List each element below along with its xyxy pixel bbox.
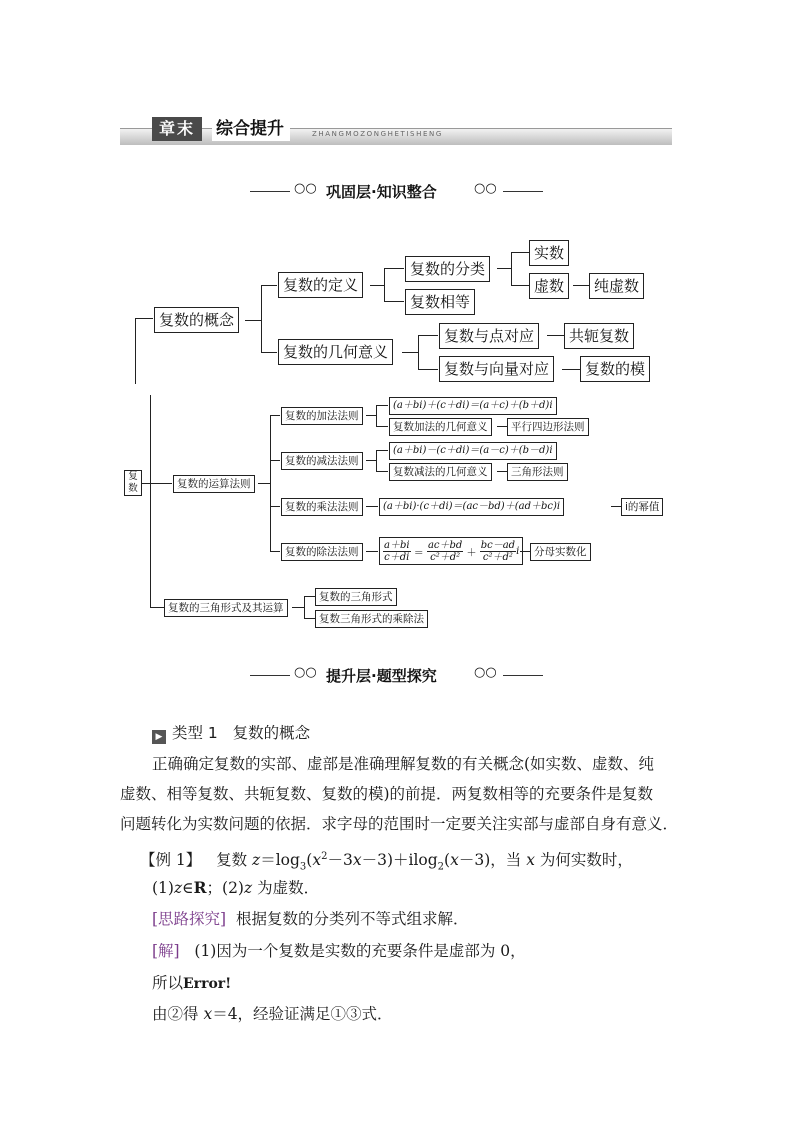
mm2-rat-connector (520, 551, 530, 552)
mm1-imaginary: 虚数 (529, 273, 569, 299)
mm1-mod-connector (562, 369, 580, 370)
ex-sup2: 2 (321, 851, 328, 862)
chapter-end-label: 章末 (152, 117, 202, 141)
mm2-root (124, 470, 142, 496)
q1: (1) (152, 879, 174, 897)
ex-x3: x (450, 851, 459, 870)
div-t1-num: ac＋bd (427, 540, 463, 551)
ex-t3: ( (306, 851, 313, 870)
div-lhs-num: a＋bi (384, 540, 410, 551)
from-t1: 由②得 (152, 1005, 204, 1023)
ex-sub3: 3 (299, 861, 307, 873)
q2-z: z (243, 879, 253, 897)
div-t2-den: c²＋d² (482, 552, 513, 563)
mm1-root: 复数的概念 (154, 307, 239, 333)
q1-c: ；(2) (206, 879, 244, 897)
banner1-right-ornament: ○○ (474, 181, 497, 196)
mm2-ops-connector (150, 483, 172, 484)
ex-z: z (252, 851, 261, 870)
ex-x2: x (352, 851, 362, 870)
hint-label: [思路探究] (152, 910, 227, 928)
mm2-sub-geo: 复数减法的几何意义 (389, 463, 492, 481)
paragraph-line-1: 正确确定复数的实部、虚部是准确理解复数的有关概念(如实数、虚数、纯 (152, 755, 655, 773)
mm2-add-geo: 复数加法的几何意义 (389, 418, 492, 436)
mm1-root-connector (245, 320, 261, 321)
mm2-parallelogram: 平行四边形法则 (507, 418, 589, 436)
banner2-left-line (250, 675, 290, 676)
play-triangle-icon: ▶ (152, 730, 166, 744)
header-pinyin: ZHANGMOZONGHETISHENG (312, 130, 443, 138)
mm1-left-bracket (135, 318, 136, 384)
solution-label: [解] (152, 942, 180, 960)
mm2-tf-connector (304, 596, 315, 597)
mm1-class-spine (511, 252, 512, 285)
mm2-add-connector (270, 415, 280, 416)
mm2-div-formula (379, 537, 523, 565)
ex-t7: －3)，当 (458, 851, 527, 870)
mm2-sub-spine (376, 450, 377, 471)
div-t1 (427, 540, 463, 563)
mm1-point: 复数与点对应 (439, 323, 539, 349)
mm2-trig-form: 复数的三角形式 (315, 588, 397, 606)
mm2-mul-formula: (a＋bi)·(c＋di)＝(ac－bd)＋(ad＋bc)i (379, 498, 564, 516)
mm2-root-connector (142, 483, 150, 484)
ex-t5: －3)＋ilog (361, 851, 438, 870)
solution-line (152, 937, 526, 966)
mm1-branch-spine (261, 285, 262, 352)
q1-in: ∈ (182, 879, 194, 897)
mm1-def-connector (261, 285, 277, 286)
mm2-div: 复数的除法法则 (281, 543, 363, 561)
mm2-sub-formula: (a＋bi)－(c＋di)＝(a－c)＋(b－d)i (389, 442, 557, 460)
mm2-div-connector (270, 551, 280, 552)
mm2-mul-connector (270, 506, 280, 507)
mm2-ops-out (258, 483, 270, 484)
banner1-title: 巩固层·知识整合 (326, 183, 437, 201)
banner2-right-line (503, 675, 543, 676)
mm2-add-g-connector (376, 426, 388, 427)
mm2-rationalize: 分母实数化 (530, 543, 591, 561)
banner1-right-line (503, 191, 543, 192)
mm2-triangle: 三角形法则 (507, 463, 568, 481)
ex-t6: ( (444, 851, 451, 870)
mm2-add-out (366, 415, 376, 416)
div-lhs-den: c＋di (384, 552, 410, 563)
div-eq: ＝ (413, 548, 424, 559)
div-lhs (383, 540, 411, 563)
mm1-pure-connector (573, 285, 589, 286)
mm2-trig-connector (150, 607, 164, 608)
mm1-definition: 复数的定义 (278, 272, 363, 298)
mm2-operations: 复数的运算法则 (173, 475, 255, 493)
mm2-mul-out (366, 506, 378, 507)
mm2-trig-muldiv: 复数三角形式的乘除法 (315, 610, 428, 628)
mm2-tri-connector (497, 471, 507, 472)
mm1-eq-connector (384, 301, 404, 302)
example-label: 【例 1】 (140, 851, 202, 870)
mm1-imag-connector (511, 285, 529, 286)
mm2-sub-f-connector (376, 450, 388, 451)
mm1-def-out (370, 285, 384, 286)
mm2-trig-out (292, 607, 304, 608)
chapter-summary-title: 综合提升 (212, 117, 290, 141)
from-x: x (203, 1005, 213, 1023)
so-line (152, 969, 231, 999)
mm2-tm-connector (304, 618, 315, 619)
q1-z: z (173, 879, 183, 897)
mm1-geo-out (402, 352, 418, 353)
mm2-div-out (366, 551, 378, 552)
mm2-add: 复数的加法法则 (281, 407, 363, 425)
ex-x4: x (526, 851, 535, 870)
mm1-def-spine (384, 268, 385, 301)
div-plus: ＋ (466, 548, 477, 559)
mm2-root-label: 复数 (128, 471, 138, 494)
solution-text: (1)因为一个复数是实数的充要条件是虚部为 0， (194, 942, 526, 960)
mm1-geo-connector (261, 352, 277, 353)
mm1-geo-spine (418, 335, 419, 369)
paragraph-line-3: 问题转化为实数问题的依据．求字母的范围时一定要关注实部与虚部自身有意义． (120, 815, 679, 833)
mm1-pure-imaginary: 纯虚数 (589, 273, 644, 299)
mm1-vector-connector (418, 369, 438, 370)
mm2-add-spine (376, 405, 377, 426)
mm2-trig-spine (304, 596, 305, 618)
banner2-right-ornament: ○○ (474, 665, 497, 680)
mm1-modulus: 复数的模 (580, 356, 650, 382)
type-label: 类型 1 (172, 724, 218, 742)
q2-b: 为虚数． (252, 879, 320, 897)
from-line (152, 1000, 393, 1029)
mm2-pow-connector (611, 506, 621, 507)
so-text: 所以 (152, 974, 184, 992)
q1-R: R (193, 878, 207, 897)
mm2-sub-out (366, 460, 376, 461)
mm1-left-tick (135, 318, 153, 319)
mm2-outer-spine (150, 395, 151, 607)
div-t2 (480, 540, 516, 563)
ex-t8: 为何实数时， (534, 851, 633, 870)
banner2-left-ornament: ○○ (294, 665, 317, 680)
mm2-ops-spine (270, 415, 271, 551)
from-t2: ＝4，经验证满足①③式． (212, 1005, 393, 1023)
ex-x1: x (312, 851, 322, 870)
ex-t1: 复数 (216, 851, 253, 870)
type-heading (152, 719, 310, 748)
mm1-equality: 复数相等 (405, 289, 475, 315)
div-t2-num: bc－ad (480, 540, 516, 551)
mm2-sub: 复数的减法法则 (281, 452, 363, 470)
type-title: 复数的概念 (232, 724, 311, 742)
mm1-conj-connector (547, 335, 564, 336)
mm1-class-out (497, 268, 511, 269)
banner1-left-line (250, 191, 290, 192)
mm1-real: 实数 (529, 240, 569, 266)
mm2-sub-connector (270, 460, 280, 461)
paragraph-line-2: 虚数、相等复数、共轭复数、复数的模)的前提．两复数相等的充要条件是复数 (120, 785, 654, 803)
mm1-conjugate: 共轭复数 (564, 323, 634, 349)
mm2-sub-g-connector (376, 471, 388, 472)
mm1-real-connector (511, 252, 529, 253)
mm1-point-connector (418, 335, 438, 336)
ex-t2: ＝log (260, 851, 300, 870)
hint-line (152, 905, 468, 934)
questions-line (152, 873, 319, 903)
banner2-title: 提升层·题型探究 (326, 667, 437, 685)
mm2-trig: 复数的三角形式及其运算 (164, 599, 288, 617)
error-text: Error! (183, 976, 232, 992)
banner1-left-ornament: ○○ (294, 181, 317, 196)
ex-t4: －3 (327, 851, 353, 870)
hint-text: 根据复数的分类列不等式组求解． (235, 910, 469, 928)
mm1-classification: 复数的分类 (405, 256, 490, 282)
div-i: i (516, 546, 520, 557)
div-t1-den: c²＋d² (430, 552, 461, 563)
mm2-add-f-connector (376, 405, 388, 406)
mm2-mul: 复数的乘法法则 (281, 498, 363, 516)
ex-sub2: 2 (437, 861, 445, 873)
mm1-vector: 复数与向量对应 (439, 356, 554, 382)
mm2-par-connector (497, 426, 507, 427)
mm2-add-formula: (a＋bi)＋(c＋di)＝(a＋c)＋(b＋d)i (389, 397, 557, 415)
mm2-power: i的幂值 (621, 498, 663, 516)
mm1-class-connector (384, 268, 404, 269)
mm1-geometric: 复数的几何意义 (278, 339, 393, 365)
